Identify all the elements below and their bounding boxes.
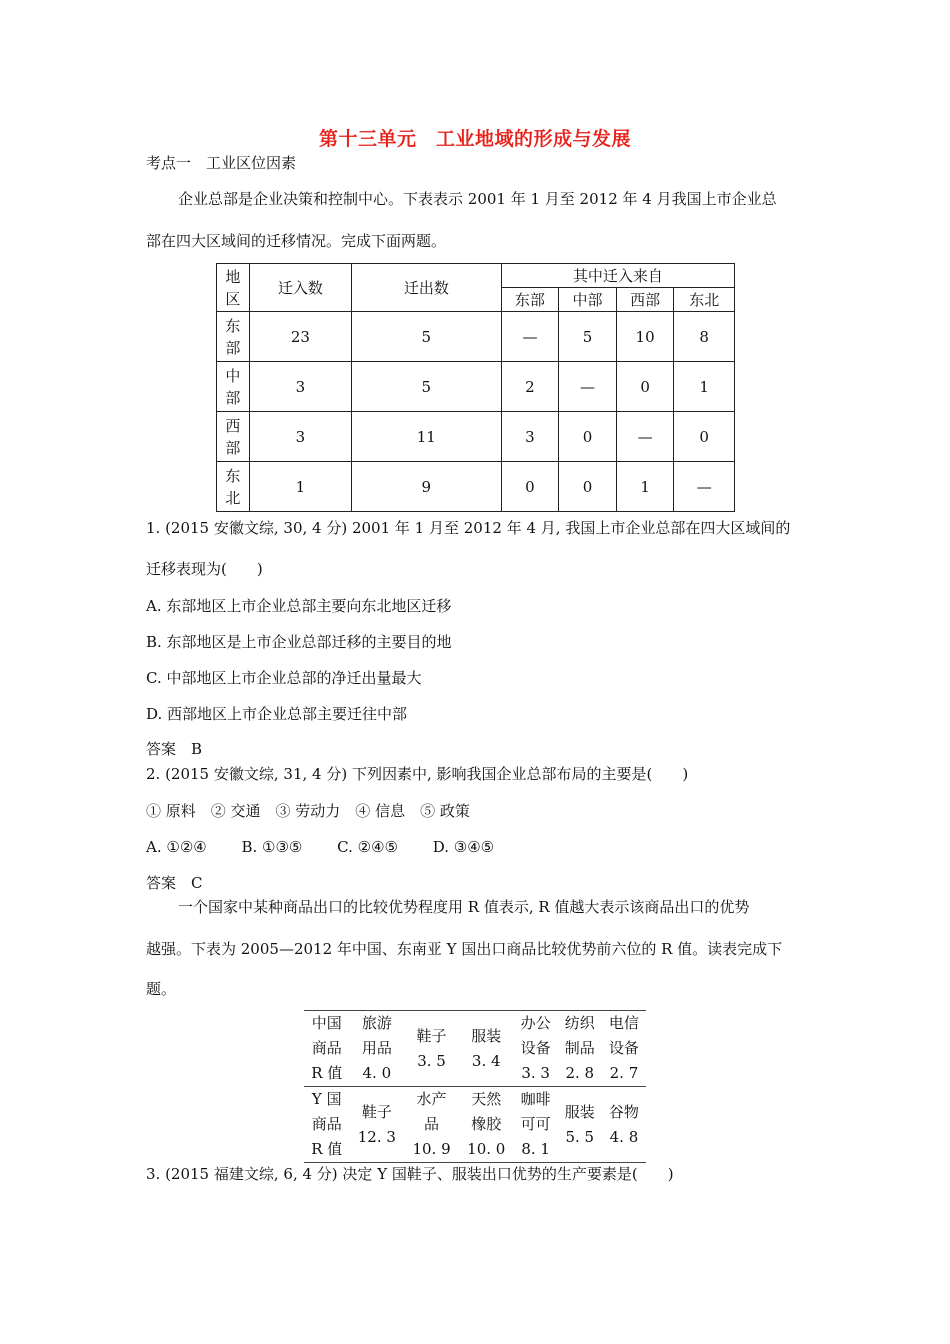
table-row-y bbox=[304, 1087, 646, 1163]
table-row bbox=[217, 362, 735, 412]
intro2-line3: 题。 bbox=[146, 980, 177, 998]
subheader-east: 东部 bbox=[501, 288, 559, 312]
cell-from: — bbox=[616, 412, 674, 462]
y-item: 服装 5. 5 bbox=[558, 1087, 602, 1163]
table-row-china bbox=[304, 1011, 646, 1087]
cell-from: 8 bbox=[674, 312, 735, 362]
y-item: 鞋子 12. 3 bbox=[349, 1087, 404, 1163]
cell-out: 5 bbox=[351, 362, 501, 412]
row-region: 东 北 bbox=[217, 462, 250, 512]
q2-stem: 2. (2015 安徽文综, 31, 4 分) 下列因素中, 影响我国企业总部布局的主要是( ) bbox=[146, 765, 689, 783]
q2-factors: ① 原料 ② 交通 ③ 劳动力 ④ 信息 ⑤ 政策 bbox=[146, 802, 470, 820]
table-row bbox=[217, 462, 735, 512]
r-value-table bbox=[304, 1010, 646, 1163]
china-item: 纺织 制品 2. 8 bbox=[558, 1011, 602, 1087]
header-from: 其中迁入来自 bbox=[501, 264, 734, 288]
cell-out: 5 bbox=[351, 312, 501, 362]
cell-from: 10 bbox=[616, 312, 674, 362]
china-item: 旅游 用品 4. 0 bbox=[349, 1011, 404, 1087]
q1-answer: 答案 B bbox=[146, 740, 203, 758]
cell-from: 0 bbox=[559, 462, 617, 512]
cell-out: 9 bbox=[351, 462, 501, 512]
cell-from: 0 bbox=[674, 412, 735, 462]
cell-from: 1 bbox=[674, 362, 735, 412]
q1-stem-line2: 迁移表现为( ) bbox=[146, 560, 263, 578]
cell-in: 3 bbox=[249, 362, 351, 412]
intro1-line2: 部在四大区域间的迁移情况。完成下面两题。 bbox=[146, 232, 447, 250]
china-item: 电信 设备 2. 7 bbox=[602, 1011, 646, 1087]
cell-from: 1 bbox=[616, 462, 674, 512]
cell-out: 11 bbox=[351, 412, 501, 462]
q3-stem: 3. (2015 福建文综, 6, 4 分) 决定 Y 国鞋子、服装出口优势的生产要素是( ) bbox=[146, 1165, 674, 1183]
section-heading: 考点一 工业区位因素 bbox=[146, 154, 297, 172]
cell-from: 0 bbox=[501, 462, 559, 512]
y-head: Y 国 商品 R 值 bbox=[304, 1087, 349, 1163]
q1-option-c: C. 中部地区上市企业总部的净迁出量最大 bbox=[146, 669, 422, 687]
cell-from: 0 bbox=[616, 362, 674, 412]
y-item: 水产 品 10. 9 bbox=[404, 1087, 459, 1163]
cell-in: 1 bbox=[249, 462, 351, 512]
china-item: 鞋子 3. 5 bbox=[404, 1011, 459, 1087]
cell-from: — bbox=[501, 312, 559, 362]
table-row bbox=[217, 412, 735, 462]
subheader-central: 中部 bbox=[559, 288, 617, 312]
subheader-northeast: 东北 bbox=[674, 288, 735, 312]
cell-in: 23 bbox=[249, 312, 351, 362]
china-item: 服装 3. 4 bbox=[459, 1011, 514, 1087]
header-in: 迁入数 bbox=[249, 264, 351, 312]
row-region: 中 部 bbox=[217, 362, 250, 412]
cell-from: 2 bbox=[501, 362, 559, 412]
cell-from: — bbox=[674, 462, 735, 512]
cell-from: 0 bbox=[559, 412, 617, 462]
q1-option-a: A. 东部地区上市企业总部主要向东北地区迁移 bbox=[146, 597, 452, 615]
q2-answer: 答案 C bbox=[146, 874, 203, 892]
row-region: 西 部 bbox=[217, 412, 250, 462]
q1-option-d: D. 西部地区上市企业总部主要迁往中部 bbox=[146, 705, 408, 723]
intro2-line1: 一个国家中某种商品出口的比较优势程度用 R 值表示, R 值越大表示该商品出口的优势 bbox=[178, 898, 750, 916]
migration-table bbox=[216, 263, 735, 512]
page-title: 第十三单元 工业地域的形成与发展 bbox=[318, 128, 631, 150]
y-item: 谷物 4. 8 bbox=[602, 1087, 646, 1163]
y-item: 天然 橡胶 10. 0 bbox=[459, 1087, 514, 1163]
table-row bbox=[217, 312, 735, 362]
cell-in: 3 bbox=[249, 412, 351, 462]
intro1-line1: 企业总部是企业决策和控制中心。下表表示 2001 年 1 月至 2012 年 4 月我国上市企业总 bbox=[178, 190, 777, 208]
header-region: 地 区 bbox=[217, 264, 250, 312]
q1-option-b: B. 东部地区是上市企业总部迁移的主要目的地 bbox=[146, 633, 452, 651]
subheader-west: 西部 bbox=[616, 288, 674, 312]
y-item: 咖啡 可可 8. 1 bbox=[514, 1087, 558, 1163]
row-region: 东 部 bbox=[217, 312, 250, 362]
q2-options: A. ①②④ B. ①③⑤ C. ②④⑤ D. ③④⑤ bbox=[146, 838, 495, 856]
header-out: 迁出数 bbox=[351, 264, 501, 312]
china-item: 办公 设备 3. 3 bbox=[514, 1011, 558, 1087]
intro2-line2: 越强。下表为 2005—2012 年中国、东南亚 Y 国出口商品比较优势前六位的 R 值。读表完成下 bbox=[146, 940, 783, 958]
q1-stem-line1: 1. (2015 安徽文综, 30, 4 分) 2001 年 1 月至 2012 年 4 月, 我国上市企业总部在四大区域间的 bbox=[146, 519, 791, 537]
cell-from: 3 bbox=[501, 412, 559, 462]
cell-from: — bbox=[559, 362, 617, 412]
cell-from: 5 bbox=[559, 312, 617, 362]
china-head: 中国 商品 R 值 bbox=[304, 1011, 349, 1087]
